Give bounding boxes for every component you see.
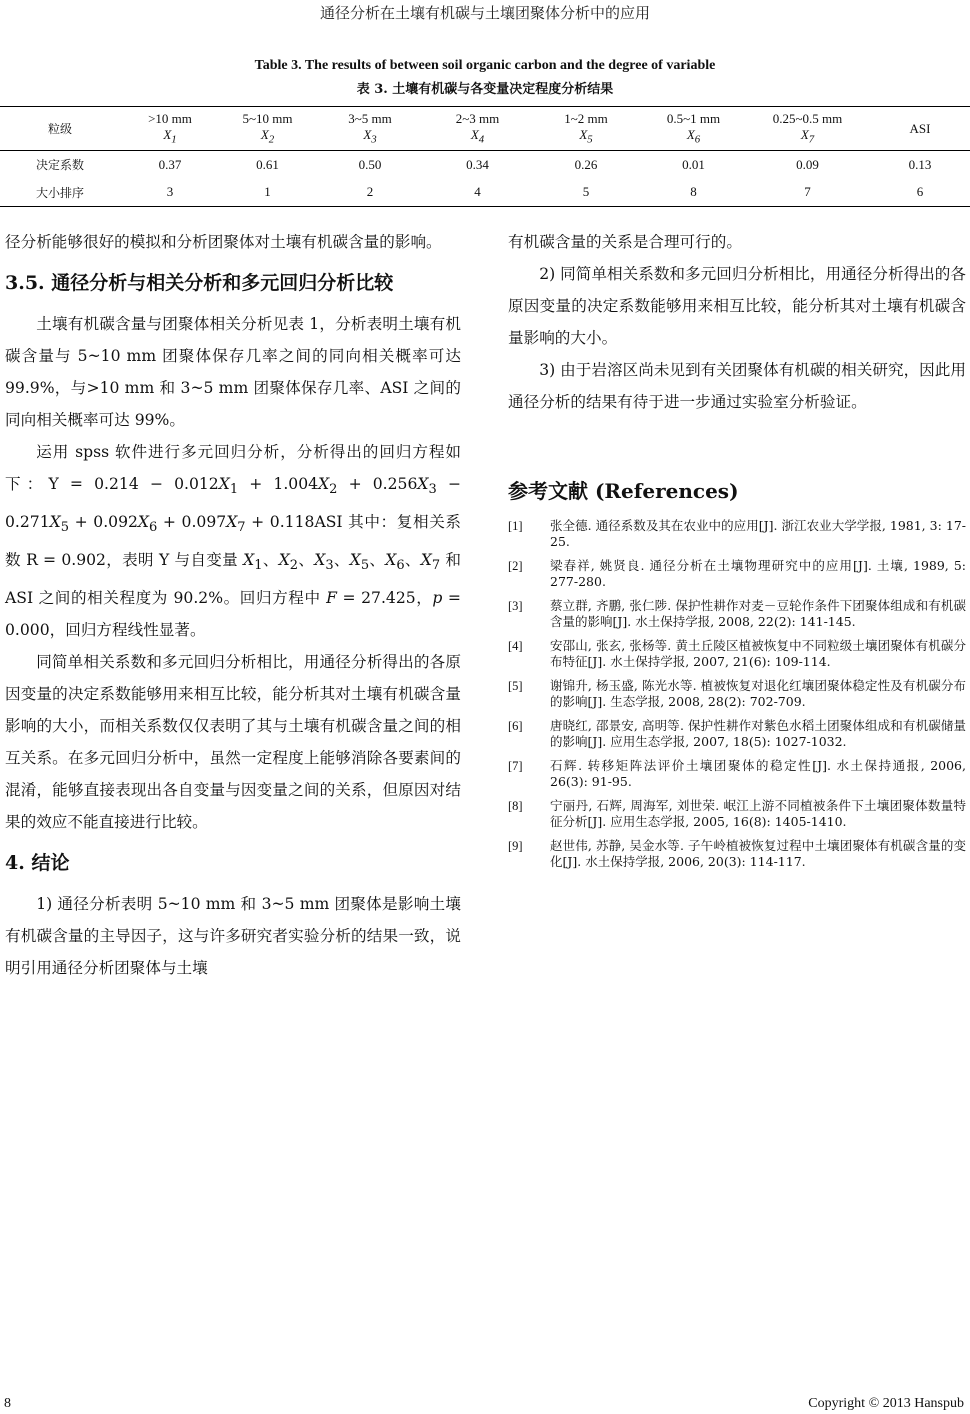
header-asi: ASI xyxy=(870,107,970,151)
header-col: >10 mm $X_1$ xyxy=(120,107,220,151)
conclusion-2: 2) 同简单相关系数和多元回归分析相比，用通径分析得出的各原因变量的决定系数能够用来相互比较，能分析其对土壤有机碳含量影响的大小。 xyxy=(508,265,966,347)
table-cell: 0.01 xyxy=(682,156,705,172)
reference-item: [5] 谢锦升, 杨玉盛, 陈光水等. 植被恢复对退化红壤团聚体稳定性及有机碳分布的影响[J]. 生态学报, 2008, 28(2): 702-709. xyxy=(508,678,966,709)
section-heading-4: 4. 结论 xyxy=(5,852,70,875)
header-col: 0.5~1 mm $X_6$ xyxy=(642,107,745,151)
references-heading: 参考文献 (References) xyxy=(508,479,739,503)
table-cell: 0.34 xyxy=(466,156,489,172)
header-col: 2~3 mm $X_4$ xyxy=(425,107,530,151)
table-row xyxy=(0,179,970,207)
table-caption-zh: 表 3. 土壤有机碳与各变量决定程度分析结果 xyxy=(356,82,614,97)
table-caption-en: Table 3. The results of between soil organic carbon and the degree of variable xyxy=(254,58,716,73)
header-col: 3~5 mm $X_3$ xyxy=(315,107,425,151)
table-cell: 7 xyxy=(745,179,870,207)
reference-item: [6] 唐晓红, 邵景安, 高明等. 保护性耕作对紫色水稻土团聚体组成和有机碳储量的影响[J]. 应用生态学报, 2007, 18(5): 1027-1032. xyxy=(508,718,966,749)
table-cell: 0.61 xyxy=(256,156,279,172)
running-head: 通径分析在土壤有机碳与土壤团聚体分析中的应用 xyxy=(319,4,650,22)
reference-item: [2] 梁春祥, 姚贤良. 通径分析在土壤物理研究中的应用[J]. 土壤, 1989, 5: 277-280. xyxy=(508,558,966,589)
section-heading-3-5: 3.5. 通径分析与相关分析和多元回归分析比较 xyxy=(5,272,394,294)
reference-item: [7] 石辉. 转移矩阵法评价土壤团聚体的稳定性[J]. 水土保持通报, 2006, 26(3): 91-95. xyxy=(508,758,966,789)
table-header-row xyxy=(0,107,970,151)
table-cell: 3 xyxy=(120,179,220,207)
paragraph-continuation: 有机碳含量的关系是合理可行的。 xyxy=(508,233,742,251)
table-cell: 0.09 xyxy=(796,156,819,172)
paragraph-correlation: 土壤有机碳含量与团聚体相关分析见表 1，分析表明土壤有机碳含量与 5~10 mm 团聚体保存几率之间的同向相关概率可达 99.9%，与>10 mm 和 3~5 mm 团聚体保存几率、ASI 之间的同向相关概率可达 99%。 xyxy=(5,315,461,429)
table-row xyxy=(0,151,970,179)
table-cell: 0.13 xyxy=(908,156,932,172)
results-table xyxy=(0,106,970,207)
table-cell: 2 xyxy=(315,179,425,207)
table-cell: 4 xyxy=(425,179,530,207)
page-number: 8 xyxy=(4,1396,11,1411)
table-cell: 0.26 xyxy=(574,156,598,172)
table-cell: 6 xyxy=(870,179,970,207)
copyright: Copyright © 2013 Hanspub xyxy=(808,1396,964,1411)
reference-item: [9] 赵世伟, 苏静, 吴金水等. 子午岭植被恢复过程中土壤团聚体有机碳含量的变化[J]. 水土保持学报, 2006, 20(3): 114-117. xyxy=(508,838,966,869)
row-label: 大小排序 xyxy=(0,179,120,207)
paragraph-regression: 运用 spss 软件进行多元回归分析，分析得出的回归方程如下：$Y = 0.214 - 0.012X_1 + 1.004X_2 + 0.256X_3 - 0.271X_5 + 0.092X_6 + 0.097X_7 + 0.118ASI$ 其中：复相关系数 R = 0.902，表明 Y 与自变量 $X_1$、$X_2$、$X_3$、$X_5$、$X_6$、$X_7$ 和 ASI 之间的相关程度为 90.2%。回归方程中 F = 27.425，p = 0.000，回归方程线性显著。 xyxy=(5,443,462,640)
header-label: 粒级 xyxy=(0,107,120,151)
paragraph-intro: 径分析能够很好的模拟和分析团聚体对土壤有机碳含量的影响。 xyxy=(5,233,442,251)
left-column xyxy=(5,226,461,984)
right-column xyxy=(508,226,966,878)
reference-list xyxy=(508,518,966,870)
table-cell: 8 xyxy=(642,179,745,207)
reference-item: [8] 宁丽丹, 石辉, 周海军, 刘世荣. 岷江上游不同植被条件下土壤团聚体数量特征分析[J]. 应用生态学报, 2005, 16(8): 1405-1410. xyxy=(508,798,966,829)
table-cell: 5 xyxy=(530,179,642,207)
header-col: 0.25~0.5 mm $X_7$ xyxy=(745,107,870,151)
paragraph-comparison: 同简单相关系数和多元回归分析相比，用通径分析得出的各原因变量的决定系数能够用来相互比较，能分析其对土壤有机碳含量影响的大小，而相关系数仅仅表明了其与土壤有机碳含量之间的相互关系。在多元回归分析中，虽然一定程度上能够消除各要素间的混淆，能够直接表现出各自变量与因变量之间的关系，但原因对结果的效应不能直接进行比较。 xyxy=(5,653,461,832)
table-cell: 0.37 xyxy=(158,156,182,172)
table-cell: 1 xyxy=(220,179,315,207)
conclusion-1: 1) 通径分析表明 5~10 mm 和 3~5 mm 团聚体是影响土壤有机碳含量的主导因子，这与许多研究者实验分析的结果一致，说明引用通径分析团聚体与土壤 xyxy=(5,895,461,978)
table-cell: 0.50 xyxy=(358,156,382,172)
reference-item: [1] 张全德. 通径系数及其在农业中的应用[J]. 浙江农业大学学报, 1981, 3: 17-25. xyxy=(508,518,966,549)
header-col: 5~10 mm $X_2$ xyxy=(220,107,315,151)
conclusion-3: 3) 由于岩溶区尚未见到有关团聚体有机碳的相关研究，因此用通径分析的结果有待于进一步通过实验室分析验证。 xyxy=(508,361,966,411)
row-label: 决定系数 xyxy=(35,158,84,173)
reference-item: [4] 安邵山, 张玄, 张杨等. 黄土丘陵区植被恢复中不同粒级土壤团聚体有机碳分布特征[J]. 水土保持学报, 2007, 21(6): 109-114. xyxy=(508,638,966,669)
header-col: 1~2 mm $X_5$ xyxy=(530,107,642,151)
reference-item: [3] 蔡立群, 齐鹏, 张仁陟. 保护性耕作对麦－豆轮作条件下团聚体组成和有机碳含量的影响[J]. 水土保持学报, 2008, 22(2): 141-145. xyxy=(508,598,966,629)
